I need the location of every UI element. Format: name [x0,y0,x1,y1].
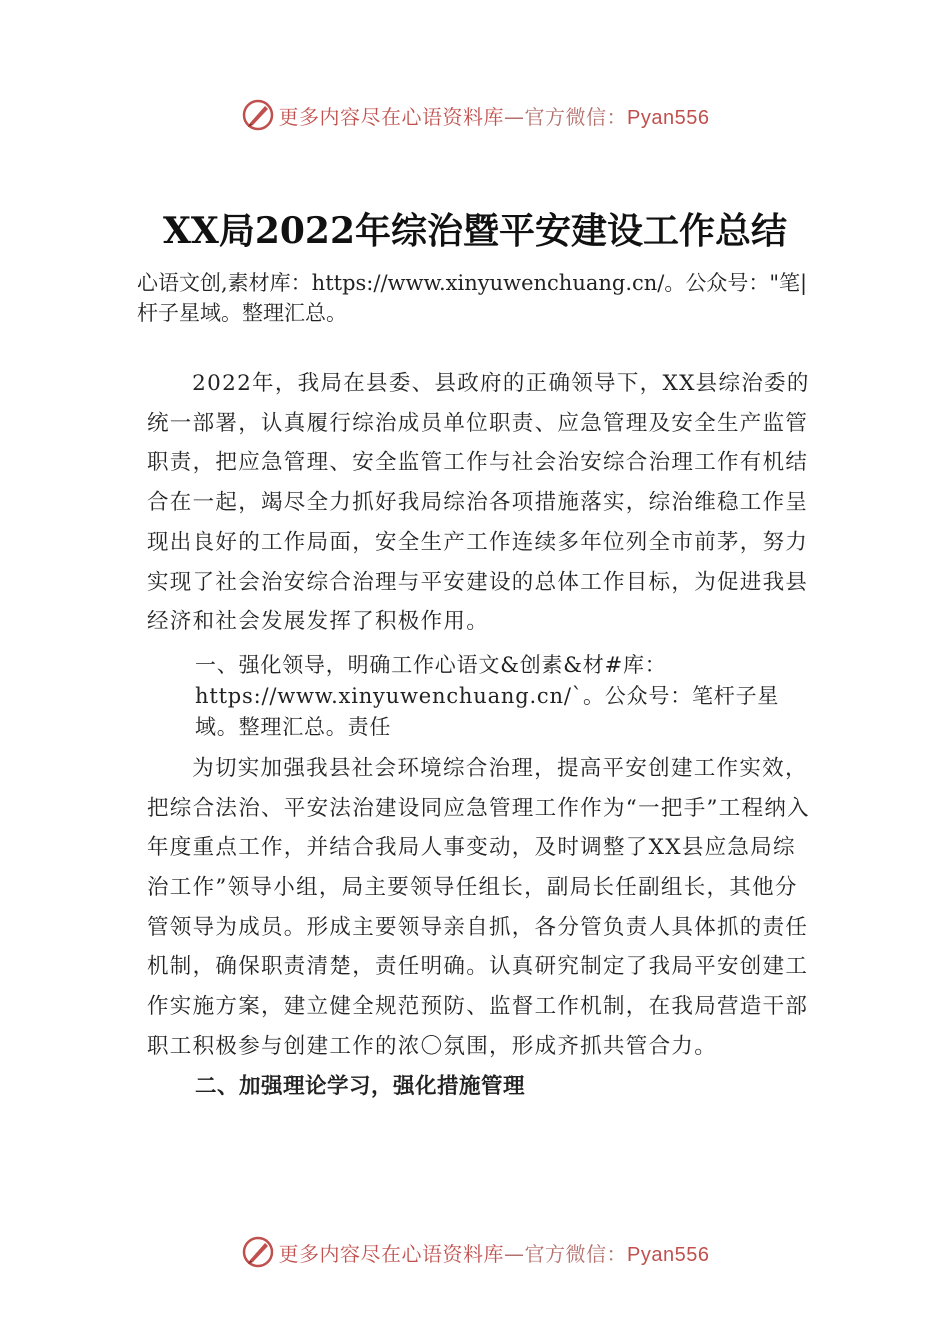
banner-sub-text: —官方微信： [504,104,628,129]
pen-logo-icon [241,1235,275,1269]
banner-main-text: 更多内容尽在心语资料库 [278,104,505,129]
document-title: XX局2022年综治暨平安建设工作总结 [162,210,788,252]
section-2-heading: 二、加强理论学习，强化措施管理 [195,1073,526,1099]
banner-sub-text: —官方微信： [504,1241,628,1266]
header-banner [0,95,950,135]
banner-wechat-id: Pyan556 [627,106,710,129]
source-note: 心语文创,素材库：https://www.xinyuwenchuang.cn/。公众号："笔|杆子星域。整理汇总。 [137,271,808,325]
banner-wechat-id: Pyan556 [627,1243,710,1266]
section-1-heading: 一、强化领导，明确工作心语文&创素&材#库：https://www.xinyuwenchuang.cn/`。公众号：笔杆子星域。整理汇总。责任 [195,652,780,739]
document-body [147,364,817,1106]
paragraph-1: 2022年，我局在县委、县政府的正确领导下，XX县综治委的统一部署，认真履行综治成员单位职责、应急管理及安全生产监管职责，把应急管理、安全监管工作与社会治安综合治理工作有机结合在一起，竭尽全力抓好我局综治各项措施落实，综治维稳工作呈现出良好的工作局面，安全生产工作连续多年位列全市前茅，努力实现了社会治安综合治理与平安建设的总体工作目标，为促进我县经济和社会发展发挥了积极作用。 [147,371,810,635]
footer-banner [0,1232,950,1272]
banner-main-text: 更多内容尽在心语资料库 [278,1241,505,1266]
pen-logo-icon [241,98,275,132]
paragraph-2: 为切实加强我县社会环境综合治理，提高平安创建工作实效，把综合法治、平安法治建设同应急管理工作作为“一把手”工程纳入年度重点工作，并结合我局人事变动，及时调整了XX县应急局综治工作”领导小组，局主要领导任组长，副局长任副组长，其他分管领导为成员。形成主要领导亲自抓，各分管负责人具体抓的责任机制，确保职责清楚，责任明确。认真研究制定了我局平安创建工作实施方案，建立健全规范预防、监督工作机制，在我局营造干部职工积极参与创建工作的浓〇氛围，形成齐抓共管合力。 [147,755,810,1059]
